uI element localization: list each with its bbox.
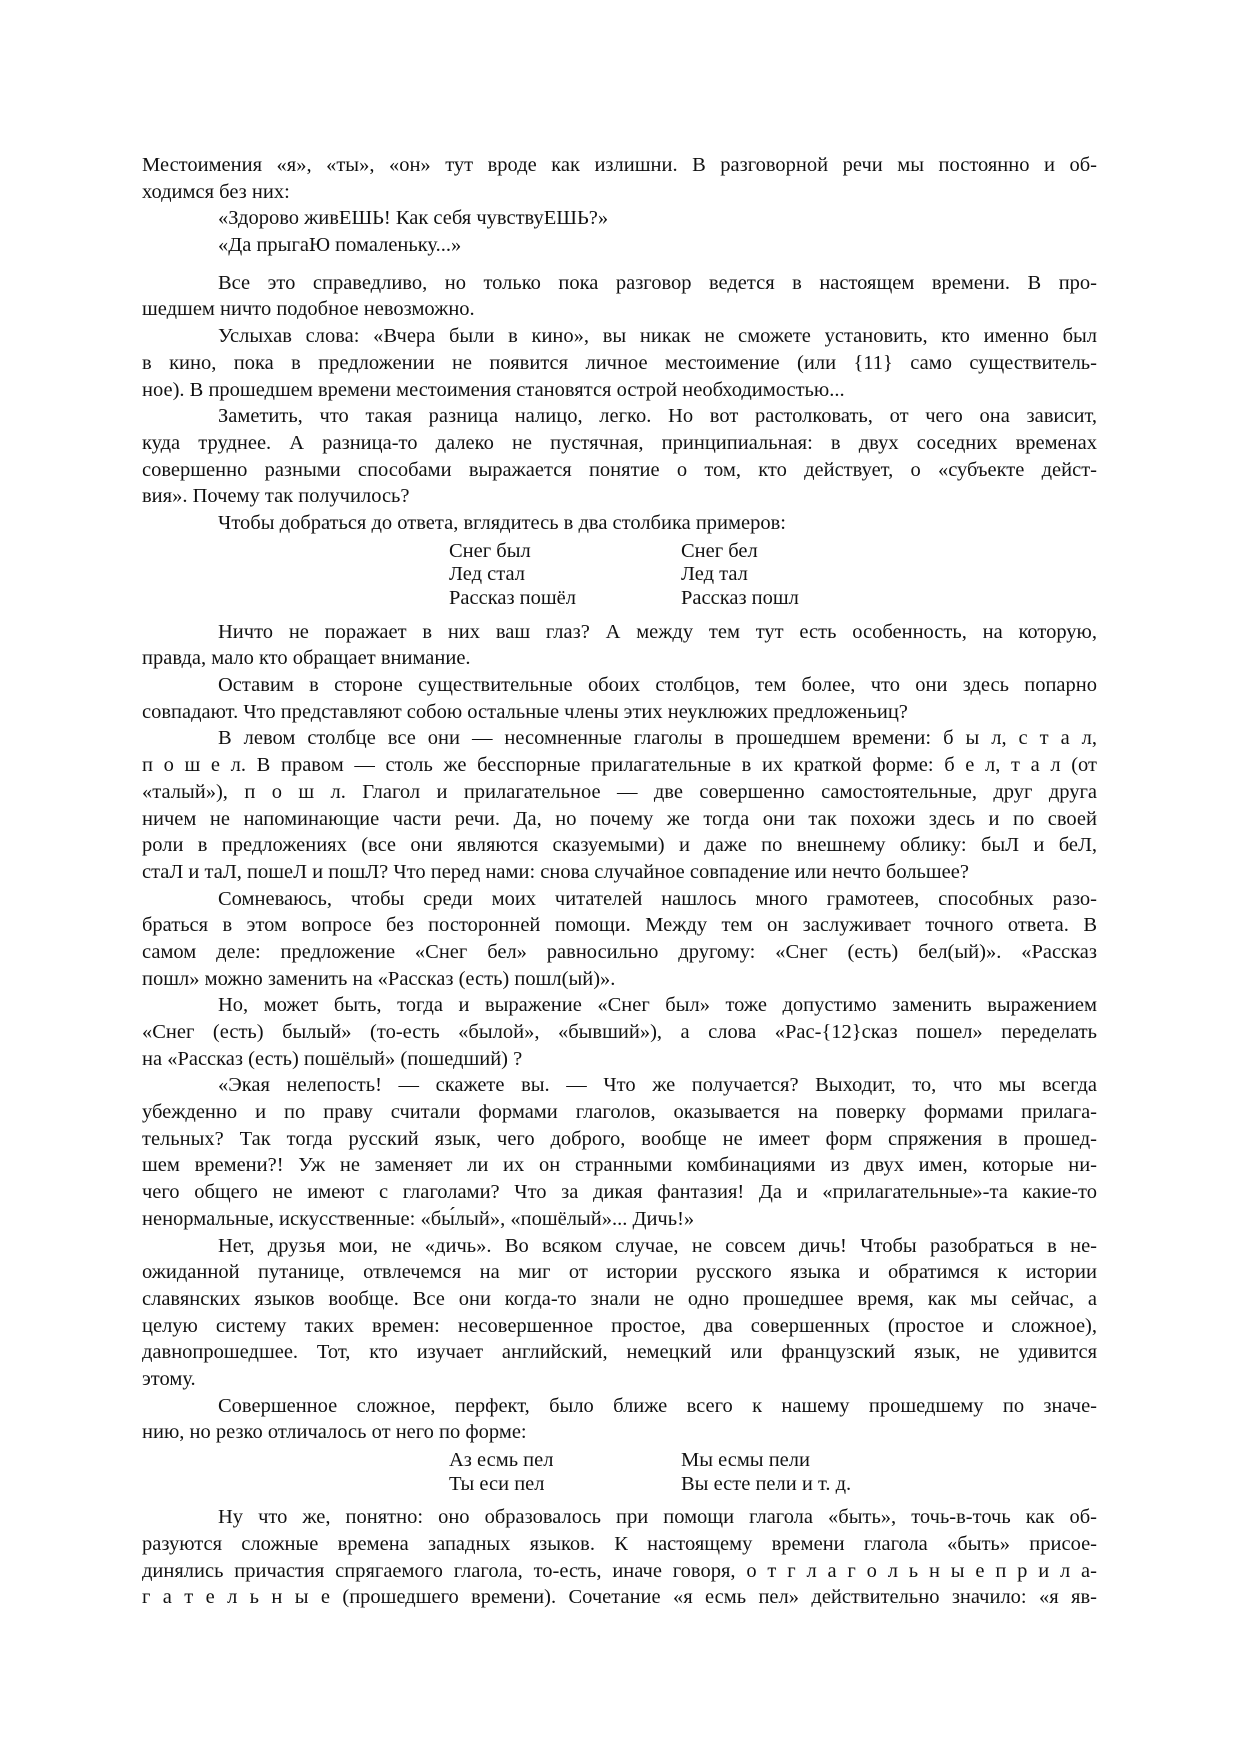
paragraph (142, 270, 1097, 323)
text-line: динялись причастия спрягаемого глагола, то-есть, иначе говоря, о т г л а г о л ь н ы е п р и л а- (142, 1559, 1097, 1582)
text-line: Местоимения «я», «ты», «он» тут вроде как излишни. В разговорной речи мы постоянно и об- (142, 154, 1097, 176)
text-line: Сомневаюсь, чтобы среди моих читателей нашлось много грамотеев, способных разо- (218, 887, 1097, 910)
example-table (142, 540, 1097, 611)
text-line: славянских языков вообще. Все они когда-то знали не одно прошедшее время, как мы сейчас, а (142, 1287, 1097, 1310)
paragraph (142, 886, 1097, 993)
paragraph (142, 323, 1097, 403)
example-row (142, 1449, 1097, 1473)
text-line: целую систему таких времен: несовершенное простое, два совершенных (простое и сложное), (142, 1314, 1097, 1337)
paragraph (142, 725, 1097, 885)
text-line: В левом столбце все они — несомненные глаголы в прошедшем времени: б ы л, с т а л, (218, 727, 1097, 750)
text-line: шедшем ничто подобное невозможно. (142, 298, 475, 321)
text-line: «талый»), п о ш л. Глагол и прилагательное — две совершенно самостоятельные, друг друга (142, 780, 1097, 803)
text-line: Но, может быть, тогда и выражение «Снег был» тоже допустимо заменить выражением (218, 994, 1097, 1017)
text-line: ходимся без них: (142, 180, 290, 203)
paragraph (142, 510, 1097, 537)
text-line: давнопрошедшее. Тот, кто изучает английский, немецкий или французский язык, не удивится (142, 1341, 1097, 1364)
text-line: Оставим в стороне существительные обоих столбцов, тем более, что они здесь попарно (218, 674, 1097, 697)
text-line: Заметить, что такая разница налицо, легко. Но вот растолковать, от чего она зависит, (218, 405, 1097, 428)
example-table (142, 1449, 1097, 1496)
example-cell: Вы есте пели и т. д. (681, 1472, 852, 1495)
text-line: Совершенное сложное, перфект, было ближе всего к нашему прошедшему по значе- (218, 1394, 1097, 1417)
text-line: разуются сложные времена западных языков. К настоящему времени глагола «быть» присое- (142, 1533, 1097, 1556)
text-line: г а т е л ь н ы е (прошедшего времени). Сочетание «я есмь пел» действительно значило: «я яв- (142, 1586, 1097, 1609)
example-cell: Рассказ пошёл (449, 587, 577, 609)
example-cell: Снег бел (681, 539, 758, 562)
quotation (142, 205, 1097, 258)
text-line: шем времени?! Уж не заменяет ли их он странными комбинациями из двух имен, которые ни- (142, 1154, 1097, 1177)
text-line: «Снег (есть) былый» (то-есть «былой», «бывший»), а слова «Рас-{12}сказ пошел» переделать (142, 1021, 1097, 1043)
example-row (142, 540, 1097, 564)
paragraph (142, 403, 1097, 510)
text-line: тельных? Так тогда русский язык, чего доброго, вообще не имеет форм спряжения в прошед- (142, 1127, 1097, 1150)
paragraph (142, 992, 1097, 1072)
example-cell: Ты еси пел (449, 1472, 545, 1495)
text-line: Нет, друзья мои, не «дичь». Во всяком случае, не совсем дичь! Чтобы разобраться в не- (218, 1234, 1097, 1257)
text-line: ное). В прошедшем времени местоимения становятся острой необходимостью... (142, 378, 845, 401)
text-line: чего общего не имеют с глаголами? Что за дикая фантазия! Да и «прилагательные»-та какие-то (142, 1181, 1097, 1204)
text-line: в кино, пока в предложении не появится личное местоимение (или {11} само существитель- (142, 351, 1097, 374)
paragraph (142, 1233, 1097, 1393)
example-cell: Снег был (449, 539, 531, 562)
text-line: стаЛ и таЛ, пошеЛ и пошЛ? Что перед нами: снова случайное совпадение или нечто большее? (142, 860, 969, 883)
text-line: Ну что же, понятно: оно образовалось при помощи глагола «быть», точь-в-точь как об- (218, 1506, 1097, 1529)
paragraph (142, 1504, 1097, 1611)
document-page (142, 152, 1097, 1611)
text-line: «Здорово живЕШЬ! Как себя чувствуЕШЬ?» (218, 207, 609, 230)
text-line: Все это справедливо, но только пока разговор ведется в настоящем времени. В про- (218, 271, 1097, 294)
example-row (142, 1473, 1097, 1497)
text-line: «Экая нелепость! — скажете вы. — Что же получается? Выходит, то, что мы всегда (218, 1074, 1097, 1097)
text-line: Ничто не поражает в них ваш глаз? А между тем тут есть особенность, на которую, (218, 620, 1097, 643)
text-line: на «Рассказ (есть) пошёлый» (пошедший) ? (142, 1047, 523, 1070)
text-line: нию, но резко отличалось от него по форме: (142, 1421, 527, 1444)
text-line: куда труднее. А разница-то далеко не пустячная, принципиальная: в двух соседних временах (142, 431, 1097, 454)
paragraph (142, 1072, 1097, 1232)
text-line: правда, мало кто обращает внимание. (142, 647, 471, 670)
text-line: «Да прыгаЮ помаленьку...» (218, 234, 462, 257)
text-line: убежденно и по праву считали формами глаголов, оказывается на поверку формами прилага- (142, 1101, 1097, 1124)
example-cell: Рассказ пошл (681, 587, 799, 609)
example-cell: Лед тал (681, 563, 748, 586)
paragraph (142, 152, 1097, 205)
text-line: Услыхав слова: «Вчера были в кино», вы никак не сможете установить, кто именно был (218, 325, 1097, 348)
text-line: этому. (142, 1367, 196, 1390)
example-row (142, 563, 1097, 587)
paragraph (142, 672, 1097, 725)
example-cell: Мы есмы пели (681, 1449, 810, 1471)
example-cell: Аз есмь пел (449, 1449, 554, 1471)
text-line: п о ш е л. В правом — столь же бесспорные прилагательные в их краткой форме: б е л, т а л (от (142, 754, 1097, 777)
text-line: браться в этом вопросе без посторонней помощи. Между тем он заслуживает точного ответа. В (142, 914, 1097, 937)
text-line: роли в предложениях (все они являются сказуемыми) и даже по внешнему облику: быЛ и беЛ, (142, 834, 1097, 857)
text-line: Чтобы добраться до ответа, вглядитесь в два столбика примеров: (218, 511, 786, 534)
example-row (142, 587, 1097, 611)
paragraph (142, 1393, 1097, 1446)
example-cell: Лед стал (449, 563, 525, 586)
text-line: ничем не напоминающие части речи. Да, но почему же тогда они так похожи здесь и по своей (142, 807, 1097, 830)
text-line: совершенно разными способами выражается понятие о том, кто действует, о «субъекте дейст- (142, 458, 1097, 481)
text-line: самом деле: предложение «Снег бел» равносильно другому: «Снег (есть) бел(ый)». «Рассказ (142, 940, 1097, 963)
paragraph (142, 619, 1097, 672)
text-line: пошл» можно заменить на «Рассказ (есть) пошл(ый)». (142, 967, 616, 990)
text-line: ненормальные, искусственные: «бы́лый», «пошёлый»... Дичь!» (142, 1207, 695, 1230)
text-line: ожиданной путанице, отвлечемся на миг от истории русского языка и обратимся к истории (142, 1261, 1097, 1284)
text-line: совпадают. Что представляют собою остальные члены этих неуклюжих предложеньиц? (142, 700, 908, 723)
text-line: вия». Почему так получилось? (142, 485, 410, 508)
